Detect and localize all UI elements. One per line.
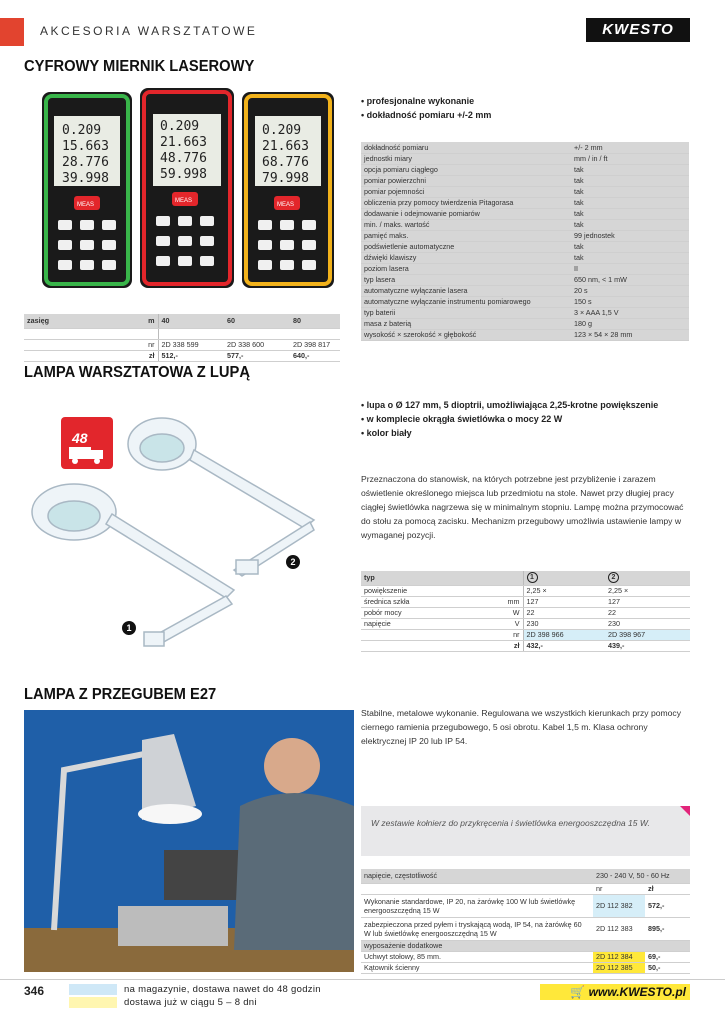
page-number: 346 (24, 984, 45, 998)
spec-value: 180 g (571, 318, 689, 329)
spec-row (361, 285, 689, 296)
device-key (58, 260, 72, 270)
variant-2-header: 2 (608, 572, 619, 583)
spec-row (361, 219, 689, 230)
website-url: www.KWESTO.pl (588, 985, 686, 999)
spec-value: tak (571, 164, 689, 175)
spec-label: poziom lasera (361, 263, 571, 274)
range-value: 40 (158, 314, 224, 328)
product-price: 69,- (645, 951, 690, 962)
device-display-reading: 0.209 (160, 119, 200, 134)
device-display-reading: 21.663 (160, 135, 207, 150)
header-accent-tab (0, 18, 24, 46)
price-label: zł (645, 883, 690, 894)
voltage-value: 230 - 240 V, 50 - 60 Hz (593, 869, 690, 883)
device-key (102, 260, 116, 270)
device-key (156, 216, 170, 226)
spec-value: 150 s (571, 296, 689, 307)
laser-meter-price-table (24, 314, 340, 362)
spec-value: tak (571, 252, 689, 263)
device-key (280, 220, 294, 230)
device-key (178, 256, 192, 266)
spec-label: automatyczne wyłączanie lasera (361, 285, 571, 296)
cart-icon: 🛒 (570, 985, 586, 999)
lamp-spec-value: 230 (605, 618, 690, 629)
device-display-reading: 21.663 (262, 139, 309, 154)
spec-row (361, 329, 689, 340)
device-key (302, 220, 316, 230)
device-display-reading: 59.998 (160, 167, 207, 182)
device-key (200, 216, 214, 226)
spec-label: dodawanie i odejmowanie pomiarów (361, 208, 571, 219)
note-box (361, 806, 690, 856)
joint-lamp-table (361, 869, 690, 974)
device-key (102, 220, 116, 230)
spec-row (361, 153, 689, 164)
device-key (258, 240, 272, 250)
feature-item: • profesjonalne wykonanie (361, 94, 491, 108)
spec-value: 20 s (571, 285, 689, 296)
product-price: 50,- (645, 962, 690, 973)
spec-label: masa z baterią (361, 318, 571, 329)
lamp-spec-unit: V (489, 618, 523, 629)
spec-label: automatyczne wyłączanie instrumentu pomiarowego (361, 296, 571, 307)
product-number[interactable]: 2D 112 383 (593, 917, 645, 940)
footer-divider (0, 979, 725, 980)
product-price: 640,- (290, 350, 340, 361)
legend-line: na magazynie, dostawa nawet do 48 godzin (124, 984, 321, 995)
meas-button-label: MEAS (77, 202, 95, 208)
lamp-variant-row (361, 894, 690, 917)
lamp-spec-value: 127 (605, 596, 690, 607)
range-value: 80 (290, 314, 340, 328)
lamp-spec-value: 2,25 × (605, 585, 690, 596)
meas-button-label: MEAS (277, 202, 295, 208)
product-price: 572,- (645, 894, 690, 917)
spec-label: opcja pomiaru ciągłego (361, 164, 571, 175)
spec-value: tak (571, 208, 689, 219)
lamp-spec-row (361, 607, 690, 618)
price-label: zł (489, 640, 523, 651)
device-key (280, 240, 294, 250)
device-key (80, 240, 94, 250)
lamp-spec-unit (489, 585, 523, 596)
product-price: 895,- (645, 917, 690, 940)
device-key (58, 240, 72, 250)
lamp-spec-label: powiększenie (361, 585, 489, 596)
product-number[interactable]: 2D 112 382 (593, 894, 645, 917)
laser-meter-spec-table (361, 142, 689, 341)
device-key (80, 260, 94, 270)
device-key (102, 240, 116, 250)
spec-value: 99 jednostek (571, 230, 689, 241)
spec-row (361, 318, 689, 329)
joint-lamp-description: Stabilne, metalowe wykonanie. Regulowana we wszystkich kierunkach przy pomocy ciernego ramienia przegubowego, 5 osi obrotu. Kabel 1,5 m. Klasa ochrony elektrycznej IP 20 lub IP 54. (361, 708, 682, 746)
spec-label: podświetlenie automatyczne (361, 241, 571, 252)
lamp-spec-value: 230 (523, 618, 605, 629)
joint-lamp-photo (24, 710, 354, 972)
magnifier-lamp-features (361, 398, 658, 440)
spec-row (361, 230, 689, 241)
accessory-label: Kątownik ścienny (361, 962, 593, 973)
device-key (156, 256, 170, 266)
device-display-reading: 39.998 (62, 171, 109, 186)
accessory-label: Uchwyt stołowy, 85 mm. (361, 951, 593, 962)
website-link[interactable] (540, 984, 690, 1000)
section-title-magnifier-lamp: LAMPA WARSZTATOWA Z LUPĄ (24, 364, 250, 381)
nr-label: nr (489, 629, 523, 640)
variant-1-marker: 1 (122, 621, 136, 635)
accessory-row (361, 951, 690, 962)
lamp-variant-row (361, 917, 690, 940)
accessory-row (361, 962, 690, 973)
spec-row (361, 252, 689, 263)
section-title-laser-meter: CYFROWY MIERNIK LASEROWY (24, 58, 255, 75)
device-display-reading: 68.776 (262, 155, 309, 170)
spec-row (361, 263, 689, 274)
spec-label: pamięć maks. (361, 230, 571, 241)
spec-row (361, 307, 689, 318)
device-key (280, 260, 294, 270)
delivery-legend (124, 983, 321, 1009)
feature-item: • kolor biały (361, 426, 658, 440)
lamp-spec-value: 127 (523, 596, 605, 607)
spec-label: dźwięki klawiszy (361, 252, 571, 263)
lamp-variant-label: zabezpieczona przed pyłem i tryskającą wodą, IP 54, na żarówkę 60 W lub świetlówkę energooszczędną 15 W (361, 917, 593, 940)
device-key (302, 260, 316, 270)
nr-label: nr (593, 883, 645, 894)
product-number[interactable]: 2D 398 817 (290, 339, 340, 350)
magnifier-lamp-description: Przeznaczona do stanowisk, na których potrzebne jest przybliżenie i zarazem oświetlenie określonego miejsca lub przedmiotu na stole. Nawet przy długiej pracy ciągłej świetlówka nagrzewa się w minimalnym stopniu. Lampę można przymocować do stołu za pomocą zacisku. Mechanizm przegubowy umożliwia ustawienie lampy w wymaganej pozycji. (361, 474, 684, 540)
spec-row (361, 208, 689, 219)
spec-row (361, 142, 689, 153)
magnifier-lamp-image (14, 400, 334, 670)
feature-item: • lupa o Ø 127 mm, 5 dioptrii, umożliwiająca 2,25-krotne powiększenie (361, 398, 658, 412)
spec-row (361, 296, 689, 307)
lamp-spec-row (361, 585, 690, 596)
lamp-spec-row (361, 596, 690, 607)
device-display-reading: 79.998 (262, 171, 309, 186)
spec-row (361, 186, 689, 197)
device-display-reading: 0.209 (62, 123, 102, 138)
product-price: 512,- (158, 350, 224, 361)
magnifier-lamp-table (361, 571, 690, 652)
lamp-spec-value: 22 (523, 607, 605, 618)
lamp-spec-unit: W (489, 607, 523, 618)
range-unit: m (140, 314, 158, 328)
price-label: zł (140, 350, 158, 361)
device-key (178, 216, 192, 226)
stock-legend-swatch (69, 984, 117, 995)
spec-label: dokładność pomiaru (361, 142, 571, 153)
category-title: AKCESORIA WARSZTATOWE (40, 24, 258, 38)
spec-row (361, 197, 689, 208)
spec-value: II (571, 263, 689, 274)
product-number[interactable]: 2D 112 384 (593, 951, 645, 962)
product-number[interactable]: 2D 398 966 (523, 629, 605, 640)
lamp-spec-unit: mm (489, 596, 523, 607)
note-text: W zestawie kołnierz do przykręcenia i świetlówka energooszczędna 15 W. (371, 818, 650, 828)
laser-meters-image (40, 86, 340, 300)
range-label: zasięg (24, 314, 140, 328)
laser-meter-features (361, 94, 491, 122)
device-display-reading: 48.776 (160, 151, 207, 166)
spec-row (361, 175, 689, 186)
device-display-reading: 28.776 (62, 155, 109, 170)
lamp-spec-label: pobór mocy (361, 607, 489, 618)
spec-value: 3 × AAA 1,5 V (571, 307, 689, 318)
spec-label: pomiar powierzchni (361, 175, 571, 186)
device-key (200, 236, 214, 246)
brand-logo[interactable]: KWESTO (586, 18, 690, 42)
device-key (258, 220, 272, 230)
device-key (156, 236, 170, 246)
variant-2-marker: 2 (286, 555, 300, 569)
spec-label: typ lasera (361, 274, 571, 285)
meas-button-label: MEAS (175, 198, 193, 204)
section-title-joint-lamp: LAMPA Z PRZEGUBEM E27 (24, 686, 217, 703)
product-price: 439,- (605, 640, 690, 651)
spec-label: obliczenia przy pomocy twierdzenia Pitagorasa (361, 197, 571, 208)
device-key (200, 256, 214, 266)
type-label: typ (361, 571, 489, 585)
product-price: 432,- (523, 640, 605, 651)
product-number[interactable]: 2D 398 967 (605, 629, 690, 640)
spec-value: tak (571, 241, 689, 252)
spec-value: 650 nm, < 1 mW (571, 274, 689, 285)
delivery-legend-swatch (69, 997, 117, 1008)
product-price: 577,- (224, 350, 290, 361)
spec-value: mm / in / ft (571, 153, 689, 164)
spec-label: wysokość × szerokość × głębokość (361, 329, 571, 340)
spec-value: tak (571, 186, 689, 197)
note-corner-mark (680, 806, 690, 816)
spec-row (361, 164, 689, 175)
accessories-label: wyposażenie dodatkowe (361, 940, 690, 951)
spec-label: jednostki miary (361, 153, 571, 164)
lamp-variant-label: Wykonanie standardowe, IP 20, na żarówkę 100 W lub świetlówkę energooszczędną 15 W (361, 894, 593, 917)
feature-item: • w komplecie okrągła świetlówka o mocy 22 W (361, 412, 658, 426)
variant-1-header: 1 (527, 572, 538, 583)
lamp-spec-value: 22 (605, 607, 690, 618)
spec-label: min. / maks. wartość (361, 219, 571, 230)
device-display-reading: 15.663 (62, 139, 109, 154)
spec-row (361, 274, 689, 285)
device-key (80, 220, 94, 230)
lamp-spec-label: napięcie (361, 618, 489, 629)
device-display-reading: 0.209 (262, 123, 302, 138)
product-number[interactable]: 2D 338 599 (158, 339, 224, 350)
product-number[interactable]: 2D 112 385 (593, 962, 645, 973)
device-key (58, 220, 72, 230)
nr-label: nr (140, 339, 158, 350)
spec-label: typ baterii (361, 307, 571, 318)
device-key (258, 260, 272, 270)
device-key (302, 240, 316, 250)
spec-label: pomiar pojemności (361, 186, 571, 197)
lamp-spec-label: średnica szkła (361, 596, 489, 607)
legend-line: dostawa już w ciągu 5 – 8 dni (124, 997, 257, 1008)
spec-row (361, 241, 689, 252)
spec-value: tak (571, 219, 689, 230)
lamp-spec-row (361, 618, 690, 629)
product-number[interactable]: 2D 338 600 (224, 339, 290, 350)
spec-value: tak (571, 175, 689, 186)
spec-value: 123 × 54 × 28 mm (571, 329, 689, 340)
range-value: 60 (224, 314, 290, 328)
device-key (178, 236, 192, 246)
feature-item: • dokładność pomiaru +/-2 mm (361, 108, 491, 122)
spec-value: tak (571, 197, 689, 208)
delivery-badge-number: 48 (72, 430, 88, 446)
voltage-label: napięcie, częstotliwość (361, 869, 593, 883)
spec-value: +/- 2 mm (571, 142, 689, 153)
lamp-spec-value: 2,25 × (523, 585, 605, 596)
